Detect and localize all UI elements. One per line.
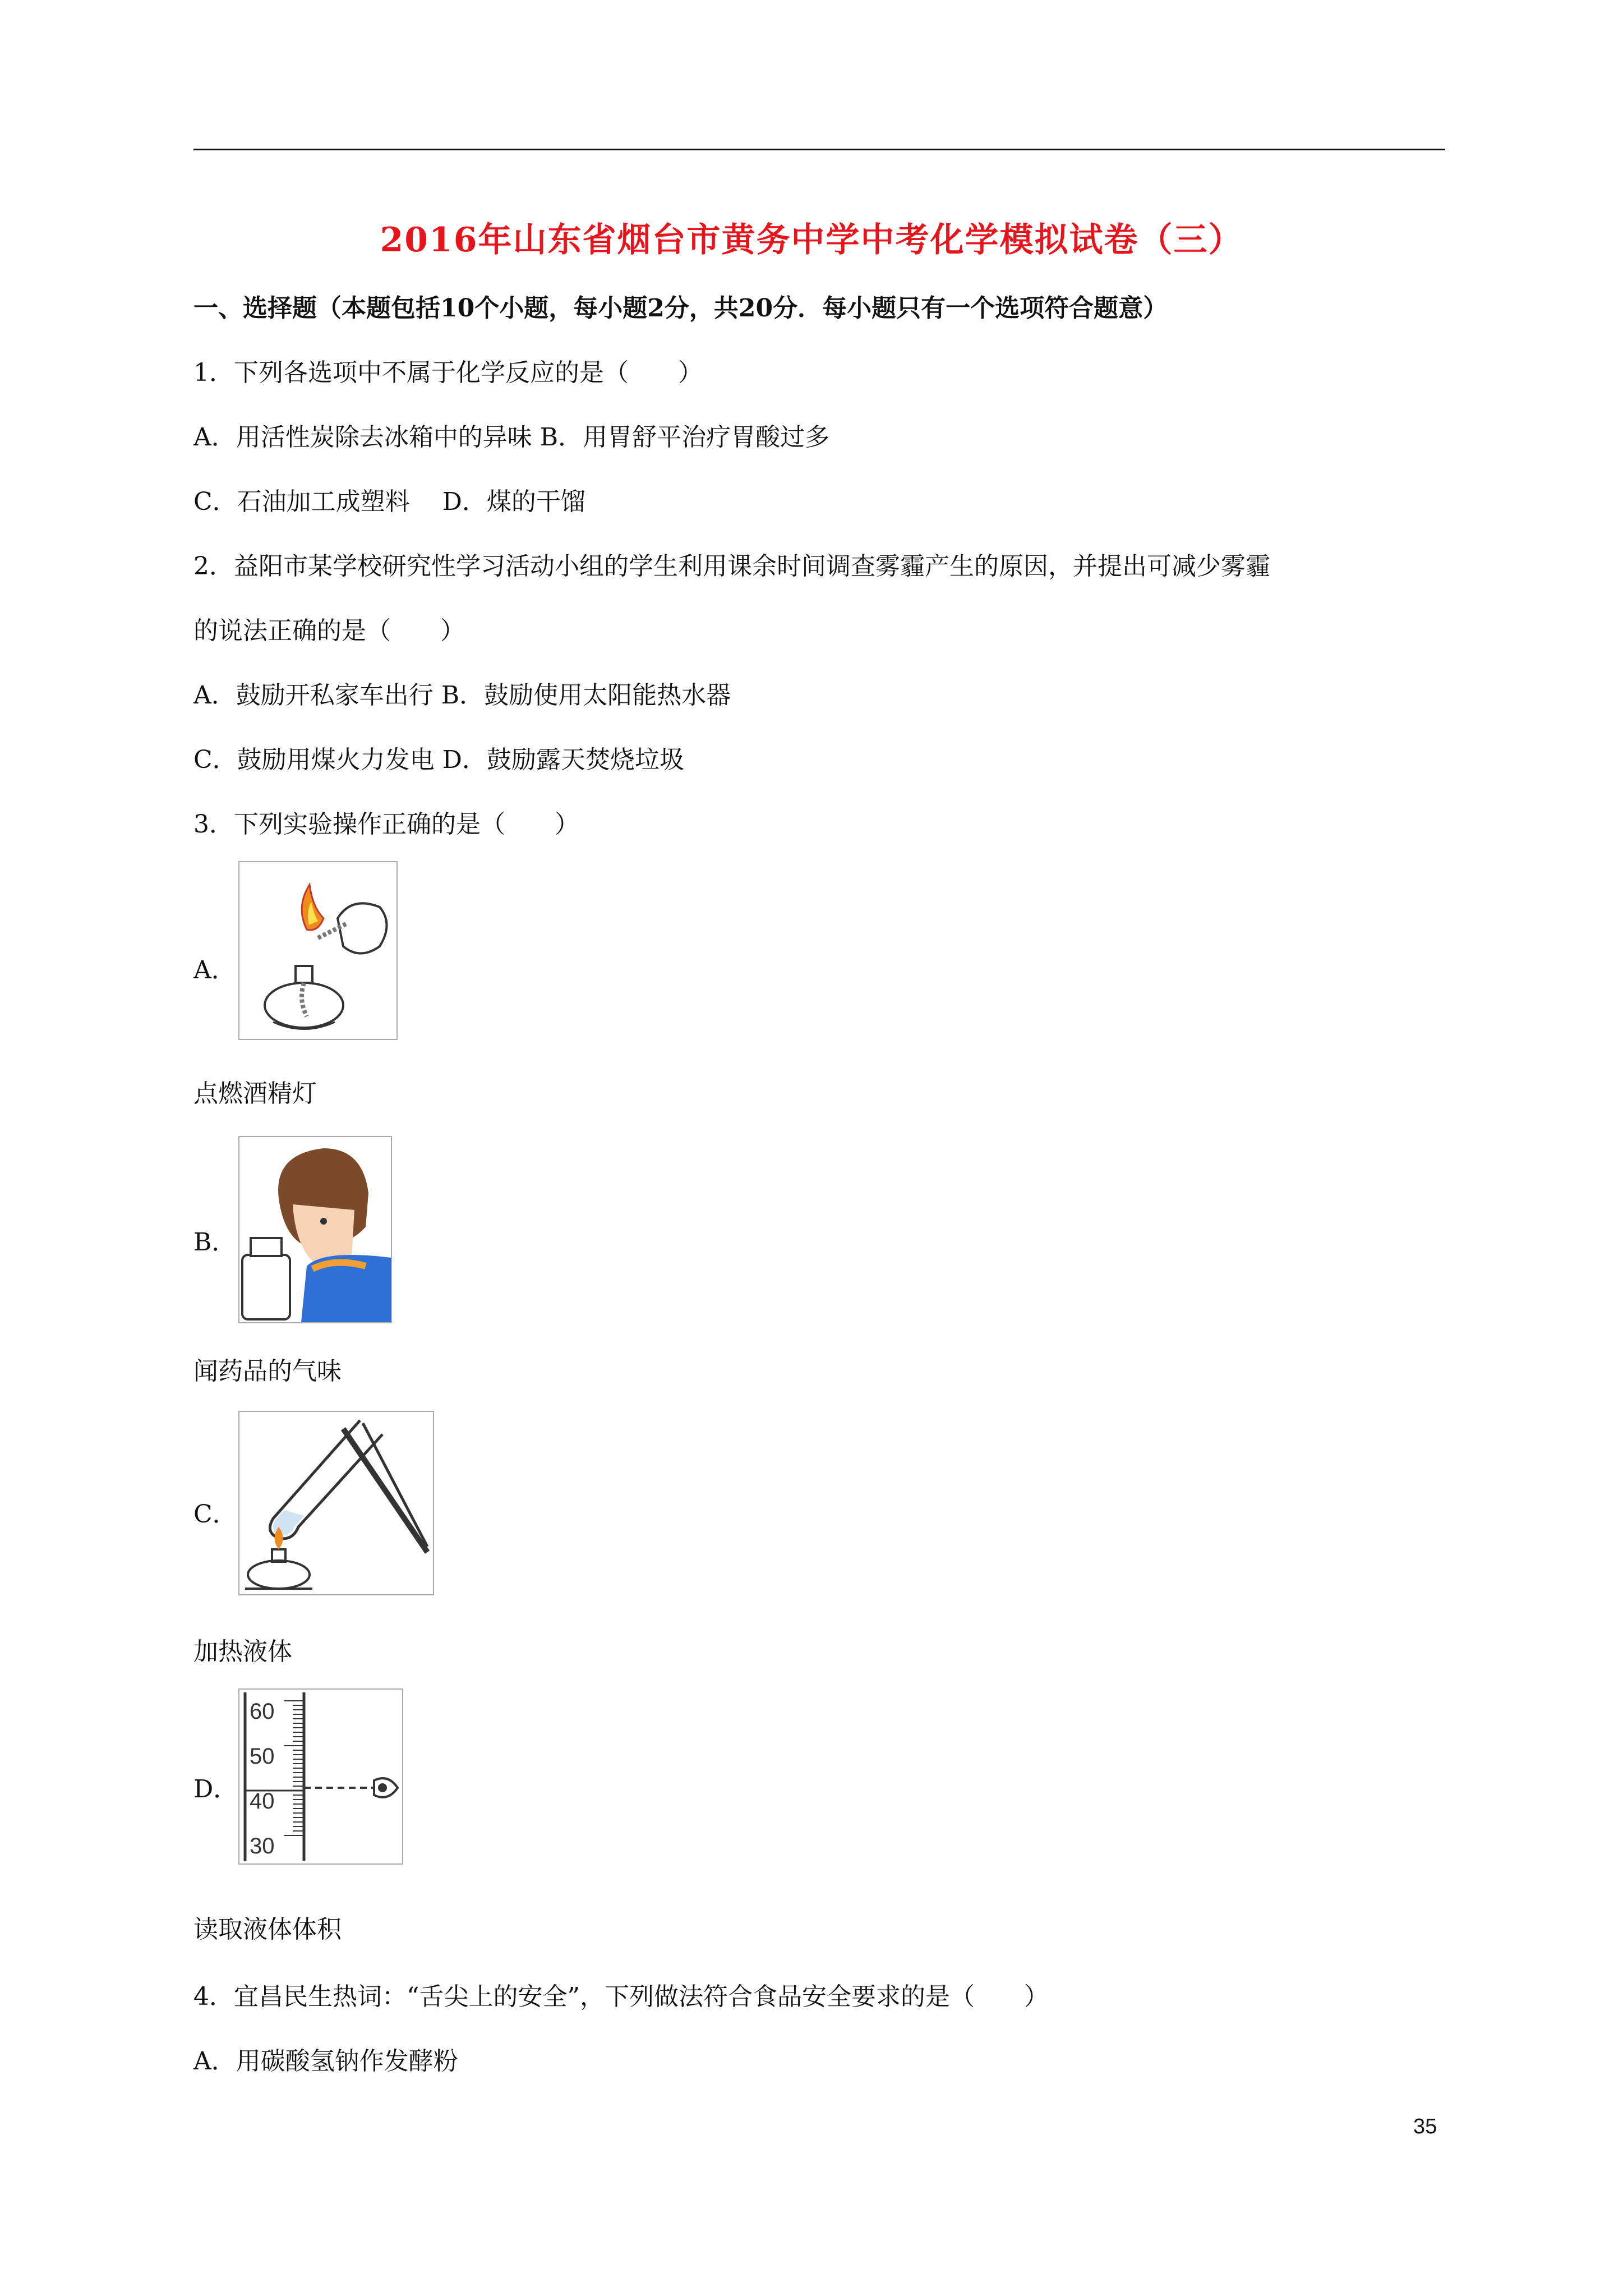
question-1-options-ab: A．用活性炭除去冰箱中的异味 B．用胃舒平治疗胃酸过多 — [193, 423, 830, 452]
option-b-label: B． — [193, 1228, 237, 1257]
graduated-cylinder-figure — [238, 1688, 403, 1865]
page-title: 2016年山东省烟台市黄务中学中考化学模拟试卷（三） — [380, 220, 1243, 260]
lighting-lamp-with-lamp-icon — [239, 862, 396, 1039]
option-b-caption: 闻药品的气味 — [193, 1357, 342, 1386]
option-c-label: C． — [193, 1500, 237, 1529]
question-2-options-ab: A．鼓励开私家车出行 B．鼓励使用太阳能热水器 — [193, 681, 731, 710]
question-2-options-cd: C．鼓励用煤火力发电 D．鼓励露天焚烧垃圾 — [193, 746, 684, 774]
question-4-stem: 4．宜昌民生热词：“舌尖上的安全”，下列做法符合食品安全要求的是（ ） — [193, 1982, 1049, 2011]
cylinder-tick-label: 50 — [250, 1744, 275, 1769]
cylinder-tick-label: 40 — [250, 1789, 275, 1814]
test-tube-heating-icon — [239, 1412, 433, 1594]
cylinder-tick-label: 30 — [250, 1834, 275, 1858]
header-rule — [193, 149, 1445, 150]
question-1-stem: 1．下列各选项中不属于化学反应的是（ ） — [193, 358, 703, 387]
question-2-stem-line2: 的说法正确的是（ ） — [193, 616, 465, 645]
option-c-caption: 加热液体 — [193, 1637, 292, 1666]
question-3-stem: 3．下列实验操作正确的是（ ） — [193, 810, 579, 839]
option-d-caption: 读取液体体积 — [193, 1915, 342, 1944]
graduated-cylinder-icon — [239, 1690, 402, 1864]
smelling-chemical-figure — [238, 1136, 392, 1323]
question-2-stem-line1: 2．益阳市某学校研究性学习活动小组的学生利用课余时间调查雾霾产生的原因，并提出可减少雾霾 — [193, 552, 1270, 581]
section-heading: 一、选择题（本题包括10个小题，每小题2分，共20分．每小题只有一个选项符合题意） — [193, 294, 1168, 323]
option-d-label: D． — [193, 1775, 238, 1803]
question-4-option-a: A．用碳酸氢钠作发酵粉 — [193, 2047, 458, 2076]
question-1-options-cd: C．石油加工成塑料 D．煤的干馏 — [193, 487, 585, 516]
page-number: 35 — [1413, 2115, 1437, 2138]
smelling-bottle-icon — [239, 1137, 391, 1322]
option-a-caption: 点燃酒精灯 — [193, 1079, 317, 1108]
heating-liquid-figure — [238, 1411, 434, 1595]
alcohol-lamp-figure — [238, 861, 398, 1040]
option-a-label: A． — [193, 956, 236, 984]
cylinder-tick-label: 60 — [250, 1699, 275, 1724]
